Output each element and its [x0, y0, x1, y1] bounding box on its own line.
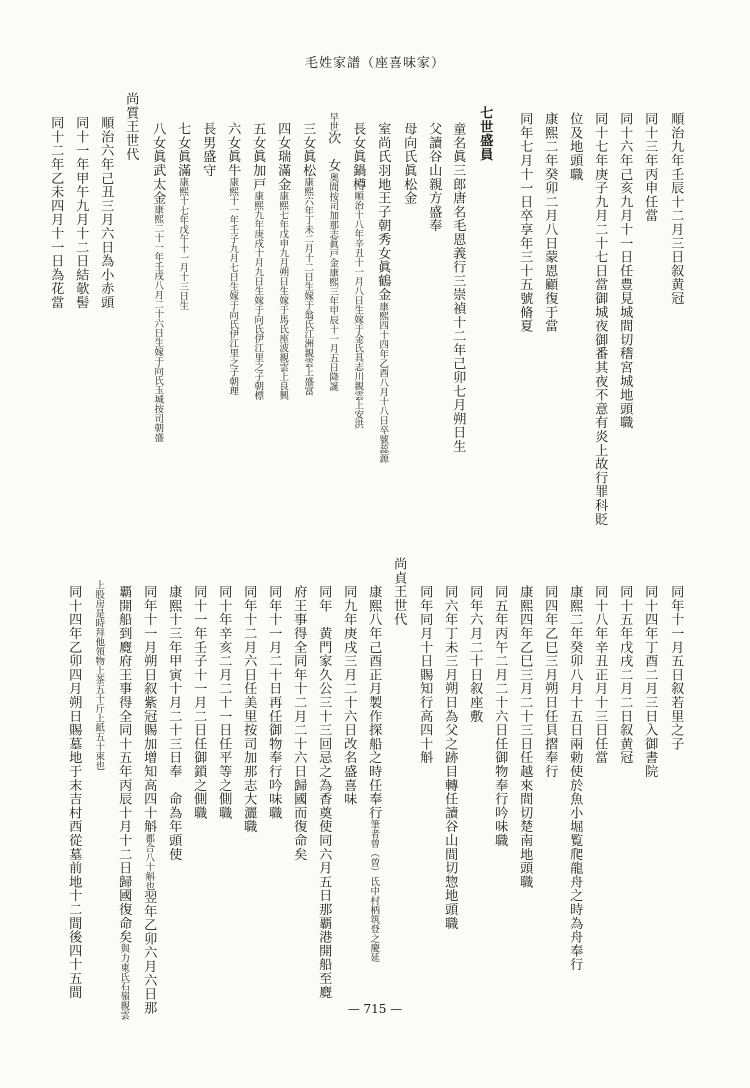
column-text: 同六年丁未三月朔日為父之跡目轉任讀谷山間切惣地頭職 [442, 585, 458, 930]
column-text: 同十一年甲午九月十二日結欹髻 [73, 116, 89, 310]
column-text: 八女眞武太金 [150, 122, 166, 205]
text-column [217, 585, 230, 820]
column-text: 七女眞滿 [175, 122, 191, 178]
column-annotation: 早世 [327, 112, 339, 131]
text-column [643, 585, 656, 778]
interlinear-note: 奥間按司加那志眞戸金康熙三年甲辰十一月五日降誕 [327, 172, 339, 391]
column-text: 順治六年己丑三月六日為小赤頭 [98, 116, 114, 310]
text-column [267, 585, 280, 820]
text-column [142, 585, 155, 1015]
text-column [568, 585, 581, 971]
text-column [618, 585, 631, 764]
text-column [568, 112, 581, 181]
text-column [92, 580, 105, 770]
column-text: 同十四年乙卯四月朔日賜墓地于末吉村西從墓前地十二間後四十五間 [66, 585, 82, 999]
text-column [543, 585, 556, 778]
text-column [493, 585, 506, 847]
column-text: 同年十一月朔日叙紫冠賜加增知高四十斛 [141, 585, 157, 834]
column-text: 同五年丙午二月二十六日任御物奉行吟味職 [492, 585, 508, 848]
interlinear-note: 康熙七年戊申九月朔日生嫁于馬氏座波親雲上良興 [277, 191, 289, 400]
column-text: 同年十二月六日任美里按司加那志大灑職 [241, 585, 257, 834]
column-text: 同十七年庚子九月二十七日當御城夜御番其夜不意有炎上故行罪科貶 [592, 112, 608, 526]
column-text: 尚貞王世代 [391, 557, 407, 626]
text-column [226, 122, 239, 396]
column-text: 同九年庚戌三月二十六日改名盛喜味 [341, 585, 357, 806]
text-column [351, 122, 364, 429]
interlinear-note: 與力東氏石嶺親雲 [118, 943, 130, 1020]
column-text: 同十八年辛丑正月十三日任當 [592, 585, 608, 765]
text-column [192, 585, 205, 820]
column-text: 三女眞松 [300, 122, 316, 178]
column-text: 康熙四年乙巳三月二十三日任越來間切楚南地頭職 [517, 585, 533, 889]
column-text: 同年六月二十日叙座敷 [467, 585, 483, 723]
column-text: 長女眞鍋樽 [350, 122, 366, 191]
column-text: 同十二年乙未四月十一日為花當 [48, 116, 64, 310]
column-text: 同十四年丁酉二月三日入御書院 [642, 585, 658, 779]
text-column [317, 585, 330, 999]
column-text: 康熙二年癸卯二月八日蒙恩顧復于當 [542, 112, 558, 333]
text-column [593, 585, 606, 764]
text-column [427, 122, 440, 232]
column-text: 康熙八年己酉正月製作探船之時任奉行 [366, 585, 382, 820]
column-text: 同年十一月五日叙若里之子 [668, 585, 684, 751]
text-column [451, 122, 464, 453]
column-text: 同十五年戊戌二月二日叙黄冠 [617, 585, 633, 765]
text-column [251, 122, 264, 400]
interlinear-note: 都合八十斛也 [143, 833, 155, 891]
column-text: 四女瑞滿金 [275, 122, 291, 191]
column-text: 同年七月十一日卒享年三十五號脩夏 [517, 112, 533, 333]
column-text: 康熙十三年甲寅十月二十三日奉 命為年頭使 [166, 585, 182, 861]
column-text: 長男盛守 [200, 122, 216, 178]
page-number: — 715 — [347, 1002, 403, 1016]
column-text: 位及地頭職 [567, 112, 583, 181]
text-column [669, 112, 682, 305]
column-text: 同四年乙巳三月朔日任貝摺奉行 [542, 585, 558, 779]
text-column [518, 585, 531, 889]
interlinear-note: 康熙四十四年乙酉八月十八日卒號蕊源 [377, 301, 389, 463]
text-column [201, 122, 214, 177]
text-column [402, 122, 415, 205]
interlinear-note: 康熙九年庚戌十月九日生嫁于向氏伊江里之子朝標 [252, 191, 264, 400]
interlinear-note: 筆者曾（曽）氏中村柄筑登之慶延 [368, 819, 380, 963]
column-text: 七世盛員 [477, 106, 493, 162]
text-column [593, 112, 606, 526]
text-column [49, 116, 62, 309]
text-column [669, 585, 682, 751]
text-column [543, 112, 556, 333]
text-column [643, 112, 656, 222]
column-text: 六女眞牛 [225, 122, 241, 178]
column-text: 母向氏眞松金 [401, 122, 417, 205]
column-text: 同十一年壬子十一月二日任御鎖之側職 [191, 585, 207, 820]
text-column [468, 585, 481, 723]
column-text: 童名眞三郎唐名毛恩義行三崇禎十二年己卯七月朔日生 [450, 122, 466, 454]
text-column [67, 585, 80, 999]
column-text: 同年 黄門家久公三十三回忌之為香奠使同六月五日那覇港開船至麑 [316, 585, 332, 999]
text-column [443, 585, 456, 930]
column-text: 府王事得全同年十二月二十六日歸國而復命矣 [291, 585, 307, 861]
text-column [276, 122, 289, 400]
text-column [74, 116, 87, 309]
interlinear-note: 上股房是時拜他領物上茶五十斤上紙五十束也 [93, 580, 105, 770]
column-text: 室尚氏羽地王子朝秀女眞鶴金 [375, 122, 391, 302]
text-column [167, 585, 180, 861]
text-column [301, 122, 314, 396]
page-title: 毛姓家譜（座喜味家） [304, 56, 445, 71]
interlinear-note: 康熙二十一年壬戌八月二十六日生嫁于向氏玉城按司朝盛 [152, 204, 164, 443]
column-text: 次 女 [325, 131, 341, 173]
column-text: 同年十一月二十日再任御物奉行吟味職 [266, 585, 282, 820]
column-text: 父讀谷山親方盛奉 [426, 122, 442, 233]
column-text: 康熙二年癸卯八月十五日兩勅使於魚小堀覧爬龍舟之時為舟奉行 [567, 585, 583, 972]
text-column [124, 92, 137, 161]
text-column [117, 585, 130, 1020]
column-text: 覇開船到麑府王事得全同十五年丙辰十月十二日歸國復命矣 [116, 585, 132, 944]
text-column [176, 122, 189, 310]
text-column [518, 112, 531, 333]
interlinear-note: 順治十八年辛丑十一月八日生嫁于金氏具志川親雲上安洪 [352, 191, 364, 429]
text-column [342, 585, 355, 806]
text-column [242, 585, 255, 833]
column-text: 同十年辛亥二月二十一日任平等之側職 [216, 585, 232, 820]
text-column [367, 585, 380, 962]
column-text: 尚質王世代 [123, 92, 139, 161]
text-column [99, 116, 112, 309]
text-column [151, 122, 164, 442]
column-text: 同十三年丙申任當 [642, 112, 658, 223]
column-text-continued: 翌年乙卯六月六日那 [141, 890, 157, 1015]
column-text: 五女眞加戸 [250, 122, 266, 191]
text-column [392, 557, 405, 626]
column-text: 同年同月十日賜知行高四十斛 [417, 585, 433, 765]
interlinear-note: 康熙十一年壬子九月七日生嫁于向氏伊江里之子朝理 [227, 177, 239, 396]
column-text: 同十六年己亥九月十一日任豊見城間切𥡴宮城地頭職 [617, 112, 633, 430]
interlinear-note: 康熙十七年戊午十一月十三日生 [177, 177, 189, 311]
text-column [478, 106, 491, 161]
text-column [326, 112, 339, 391]
column-text: 順治九年壬辰十二月三日叙黄冠 [668, 112, 684, 306]
interlinear-note: 康熙六年丁未二月十二日生嫁于翁氏江洲親雲上盛富 [302, 177, 314, 396]
text-column [418, 585, 431, 764]
text-column [376, 122, 389, 463]
text-column [292, 585, 305, 861]
text-column [618, 112, 631, 429]
